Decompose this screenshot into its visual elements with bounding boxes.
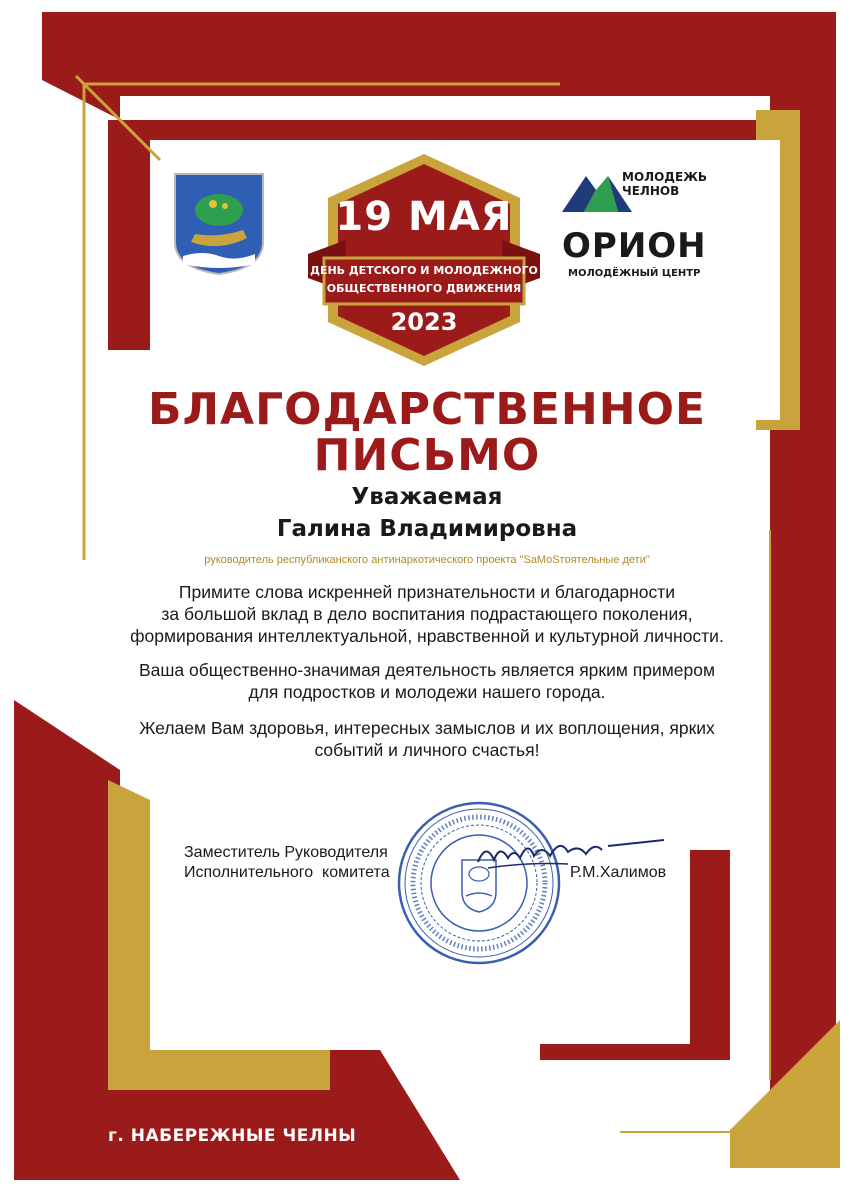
molodezh-line2: ЧЕЛНОВ bbox=[622, 184, 680, 198]
body-p3-line2: событий и личного счастья! bbox=[314, 740, 540, 760]
gold-band-bottom-left bbox=[108, 780, 150, 1090]
badge-year: 2023 bbox=[390, 308, 458, 336]
orion-subtitle: МОЛОДЁЖНЫЙ ЦЕНТР bbox=[568, 268, 701, 279]
body-p3-line1: Желаем Вам здоровья, интересных замыслов и их воплощения, ярких bbox=[139, 718, 715, 738]
signatory-role-line1: Заместитель Руководителя bbox=[184, 844, 388, 861]
document-title-line1: БЛАГОДАРСТВЕННОЕ bbox=[147, 384, 707, 435]
city-coat-of-arms bbox=[173, 172, 265, 276]
recipient-name: Галина Владимировна bbox=[276, 516, 578, 542]
molodezh-line1: МОЛОДЕЖЬ bbox=[622, 170, 708, 184]
body-p2-line1: Ваша общественно-значимая деятельность является ярким примером bbox=[138, 660, 715, 680]
footer-city: г. НАБЕРЕЖНЫЕ ЧЕЛНЫ bbox=[108, 1126, 357, 1146]
body-p2-line2: для подростков и молодежи нашего города. bbox=[248, 682, 606, 702]
signatory-name: Р.М.Халимов bbox=[570, 864, 667, 881]
badge-line2: ОБЩЕСТВЕННОГО ДВИЖЕНИЯ bbox=[326, 282, 522, 295]
recipient-greeting: Уважаемая bbox=[351, 484, 503, 510]
document-title-line2: ПИСЬМО bbox=[313, 430, 541, 481]
badge-date: 19 МАЯ bbox=[335, 194, 513, 240]
signatory-role-line2: Исполнительного комитета bbox=[184, 864, 390, 881]
body-p1-line3: формирования интеллектуальной, нравственной и культурной личности. bbox=[130, 626, 724, 646]
event-badge bbox=[306, 150, 542, 370]
body-p1-line2: за большой вклад в дело воспитания подрастающего поколения, bbox=[161, 604, 693, 624]
body-p1-line1: Примите слова искренней признательности и благодарности bbox=[178, 582, 676, 602]
molodezh-chelnov-logo bbox=[562, 166, 712, 216]
orion-logo bbox=[560, 226, 710, 286]
orion-title: ОРИОН bbox=[562, 226, 707, 266]
badge-line1: ДЕНЬ ДЕТСКОГО И МОЛОДЕЖНОГО bbox=[310, 264, 538, 277]
recipient-position: руководитель республиканского антинаркотического проекта "SaMoSтоятельные дети" bbox=[204, 554, 650, 566]
